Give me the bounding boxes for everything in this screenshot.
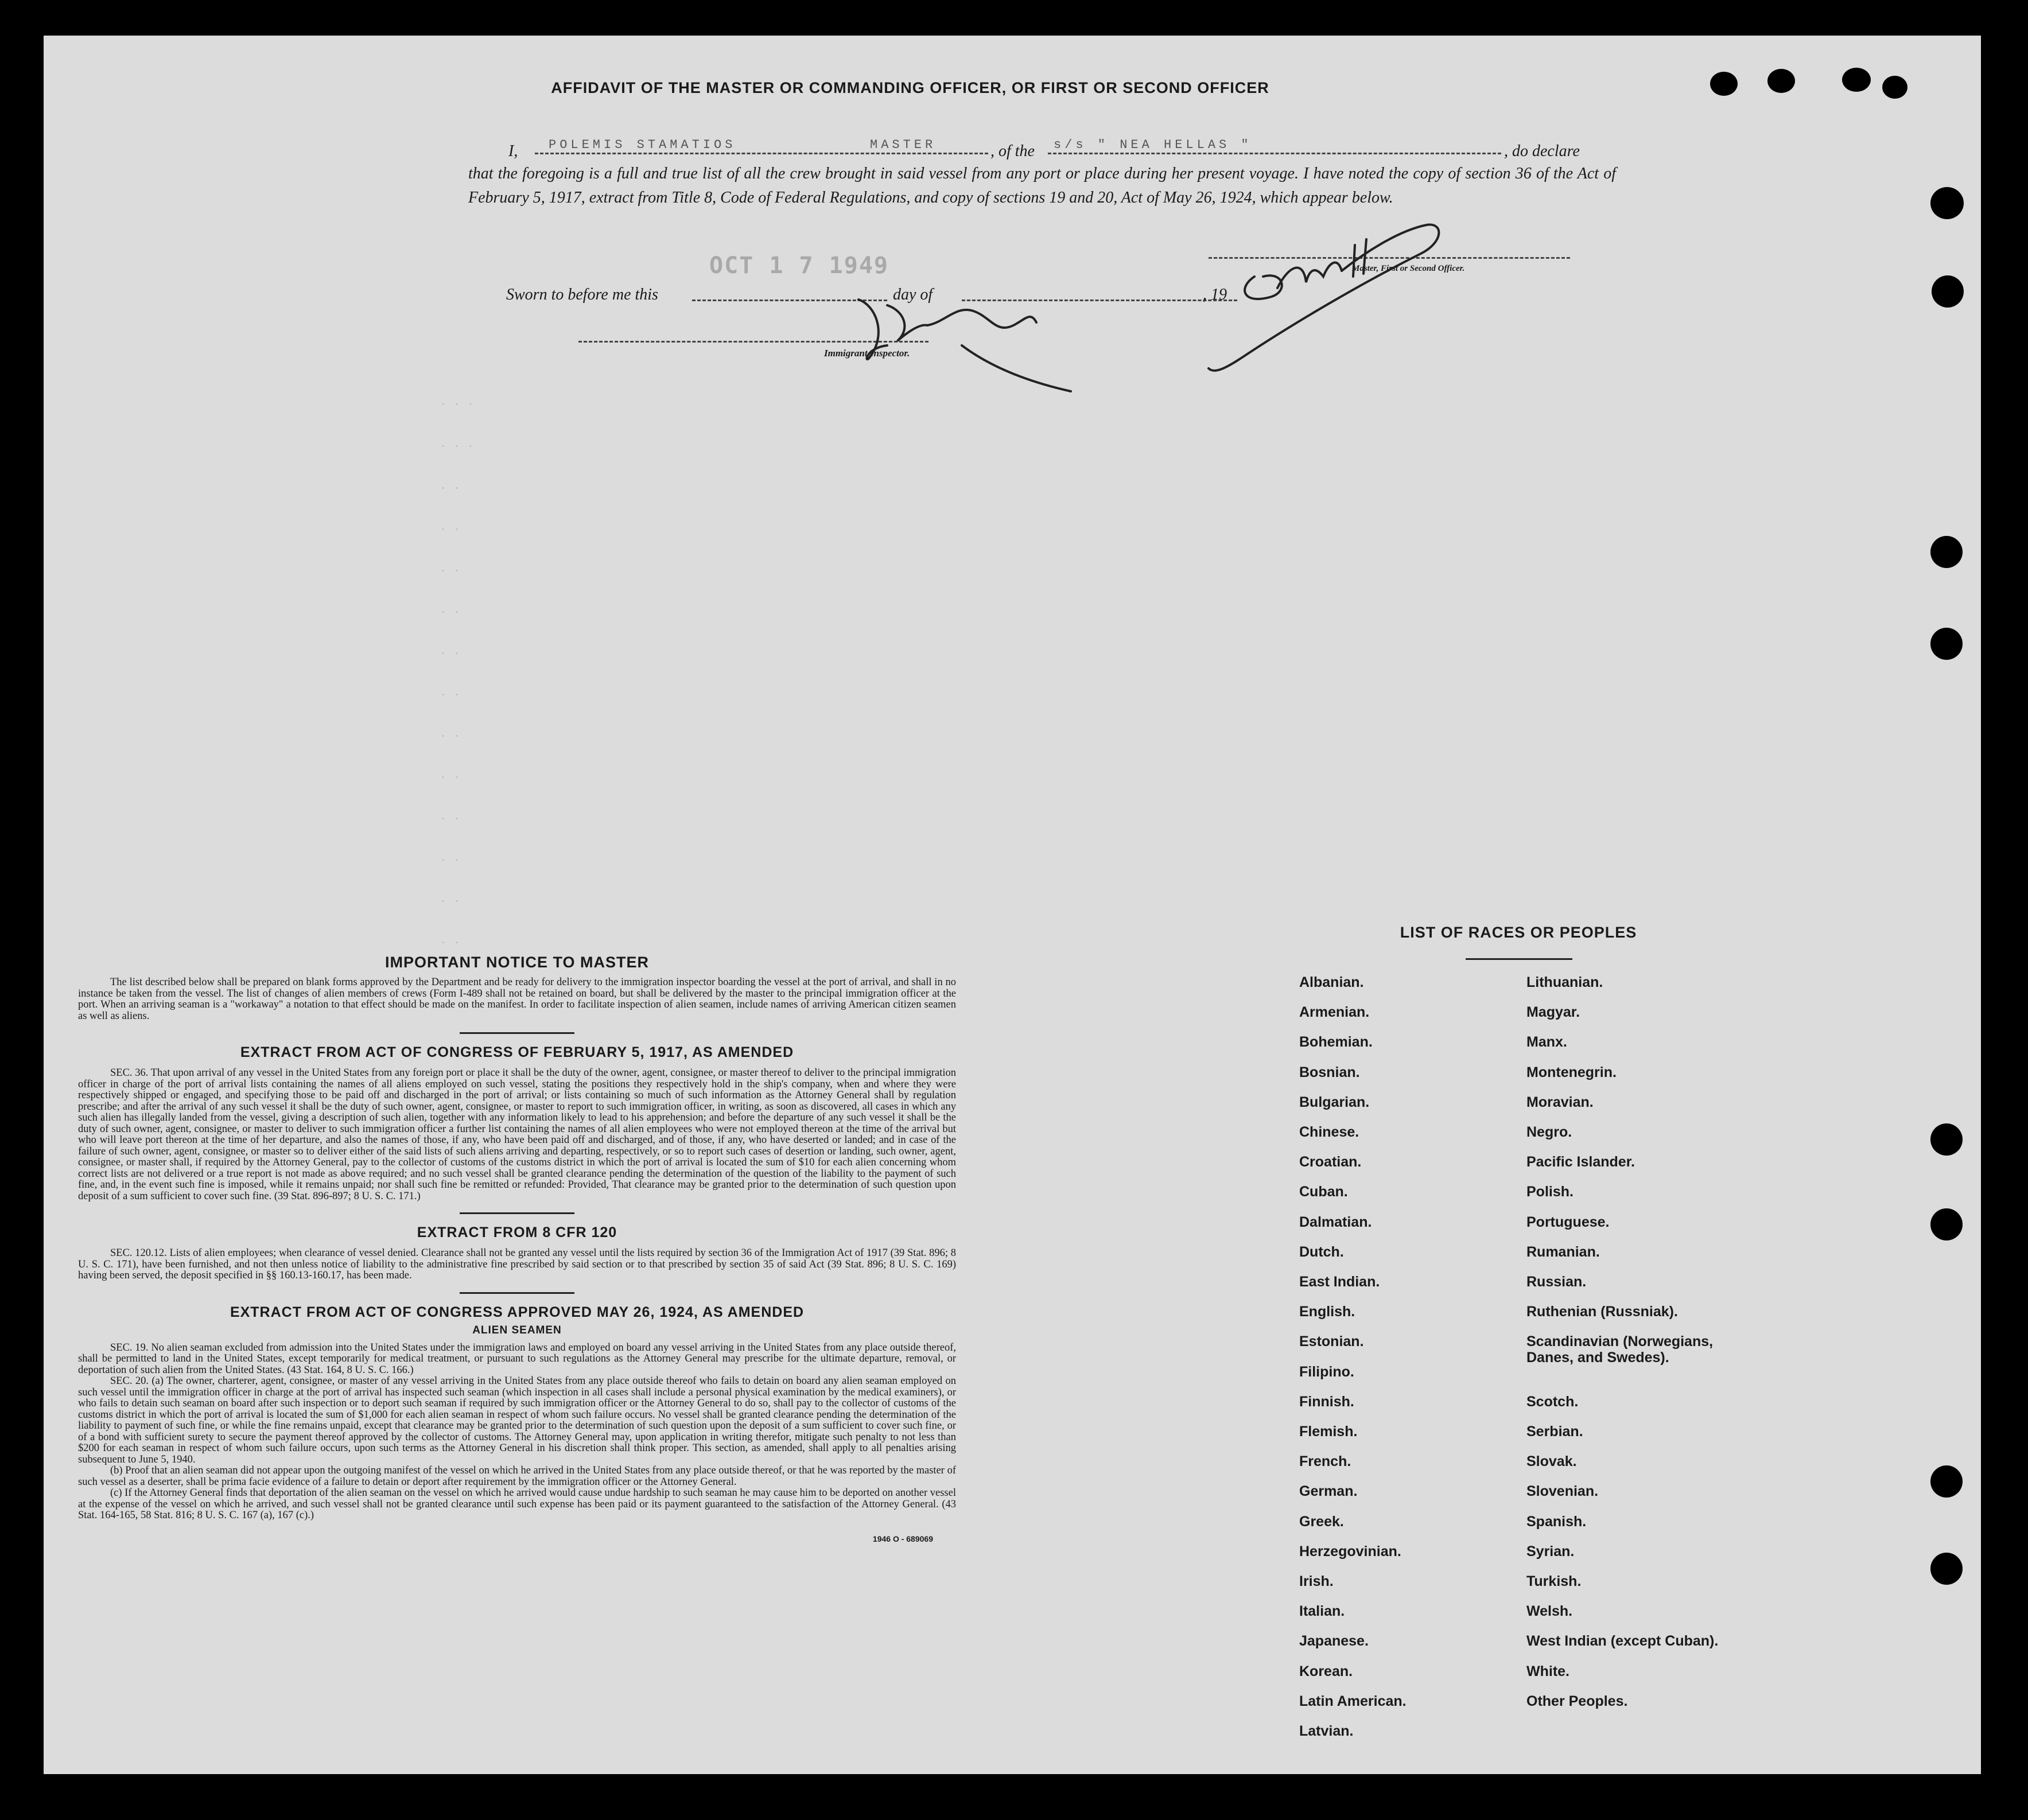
- extract-1917-title: EXTRACT FROM ACT OF CONGRESS OF FEBRUARY 5, 1917, AS AMENDED: [240, 1044, 794, 1060]
- race-item: Spanish.: [1526, 1513, 1587, 1530]
- bleed-through-mark: · ·: [440, 895, 461, 908]
- race-item: Montenegrin.: [1526, 1064, 1617, 1080]
- race-item: English.: [1299, 1304, 1355, 1320]
- punch-hole: [1930, 1553, 1963, 1585]
- inspector-caption: Immigrant Inspector.: [824, 348, 910, 359]
- divider: [460, 1292, 574, 1294]
- race-item: Lithuanian.: [1526, 974, 1603, 990]
- race-item: Latin American.: [1299, 1693, 1407, 1709]
- race-item: Albanian.: [1299, 974, 1364, 990]
- typed-master-name: POLEMIS STAMATIOS: [549, 138, 736, 152]
- race-item: Chinese.: [1299, 1124, 1359, 1140]
- bleed-through-mark: · ·: [440, 689, 461, 702]
- race-item: West Indian (except Cuban).: [1526, 1633, 1719, 1650]
- bleed-through-mark: · ·: [440, 523, 461, 536]
- extract-1924-sec20c: (c) If the Attorney General finds that deportation of the alien seaman on the vessel on which he arrived would cause undue hardship to such seaman he may cause him to be deported on another vessel at the expense of the vessel on which he arrived, and such vessel shall not be granted clearance until such expense has been paid or its payment guaranteed to the satisfaction of the Attorney General. (43 Stat. 164-165, 58 Stat. 816; 8 U. S. C. 167 (a), 167 (c).): [78, 1487, 956, 1521]
- punch-hole: [1930, 1465, 1963, 1498]
- race-item: Pacific Islander.: [1526, 1154, 1635, 1170]
- race-item: Irish.: [1299, 1573, 1334, 1589]
- extract-1924-sec20a: SEC. 20. (a) The owner, charterer, agent, consignee, or master of any vessel arriving in the United States from any place outside thereof who fails to detain on board any alien seaman employed on such vessel until the immigration officer in charge at the port of arrival has inspected such seaman (which inspection in all cases shall include a personal physical examination by the medical examiners), or who fails to detain such seaman on board after such inspection or to deport such seaman if required by such immigration officer or the Attorney General to do so, shall pay to the collector of customs of the customs district in which the port of arrival is located the sum of $1,000 for each alien seaman in respect of whom such failure occurs. No vessel shall be granted clearance pending the determination of the liability to payment of such fine, or while the fine remains unpaid, except that clearance may be granted prior to the determination of such question upon the deposit of a sum sufficient to cover such fine, or of a bond with sufficient surety to secure the payment thereof approved by the collector of customs. The Attorney General may, upon application in writing therefor, mitigate such penalty to not less than $200 for each seaman in respect of whom such failure occurs, upon such terms as the Attorney General in his discretion shall think proper. This section, as amended, shall apply to all penalties arising subsequent to June 5, 1940.: [78, 1375, 956, 1465]
- bleed-through-mark: · ·: [440, 647, 461, 660]
- race-item: Welsh.: [1526, 1603, 1573, 1620]
- race-item: Rumanian.: [1526, 1243, 1600, 1260]
- race-item: Scandinavian (Norwegians, Danes, and Swedes).: [1526, 1333, 1714, 1366]
- divider: [460, 1032, 574, 1034]
- race-item: Syrian.: [1526, 1543, 1575, 1560]
- bleed-through-mark: · · ·: [440, 398, 475, 411]
- bleed-through-mark: · ·: [440, 936, 461, 950]
- punch-hole: [1842, 68, 1871, 92]
- punch-hole: [1932, 275, 1964, 308]
- bleed-through-mark: · ·: [440, 854, 461, 867]
- master-caption: Master, First or Second Officer.: [1352, 264, 1465, 273]
- race-item: Armenian.: [1299, 1004, 1370, 1021]
- year-label: , 19: [1203, 286, 1227, 304]
- punch-hole: [1930, 628, 1963, 660]
- do-declare-label: , do declare: [1504, 142, 1580, 160]
- races-title-rule: [1466, 958, 1572, 960]
- punch-hole: [1930, 1208, 1963, 1240]
- race-item: Dutch.: [1299, 1243, 1344, 1260]
- race-item: Latvian.: [1299, 1723, 1354, 1739]
- race-item: Ruthenian (Russniak).: [1526, 1304, 1678, 1320]
- extract-1924-sec20b: (b) Proof that an alien seaman did not appear upon the outgoing manifest of the vessel on which he arrived in the United States from any place outside thereof, or that he was reported by the master of such vessel as a deserter, shall be prima facie evidence of a failure to detain or deport after requirement by the immigration officer or the Attorney General.: [78, 1465, 956, 1488]
- punch-hole: [1767, 69, 1795, 93]
- bleed-through-mark: · ·: [440, 565, 461, 578]
- race-item: Croatian.: [1299, 1154, 1362, 1170]
- race-item: Dalmatian.: [1299, 1214, 1372, 1230]
- bleed-through-mark: · ·: [440, 771, 461, 784]
- race-item: White.: [1526, 1663, 1569, 1679]
- race-item: Portuguese.: [1526, 1214, 1610, 1230]
- notice-title: IMPORTANT NOTICE TO MASTER: [385, 954, 649, 971]
- extract-cfr-body: SEC. 120.12. Lists of alien employees; when clearance of vessel denied. Clearance shall not be granted any vessel until the lists required by section 36 of the Immigration Act of 1917 (39 Stat. 896; 8 U. S. C. 171), have been furnished, and not then unless notice of liability to the administrative fine prescribed by said section or to that prescribed by section 35 of said Act (39 Stat. 896; 8 U. S. C. 169) having been served, the deposit specified in §§ 160.13-160.17, has been made.: [78, 1247, 956, 1281]
- race-item: Manx.: [1526, 1034, 1567, 1051]
- sworn-label: Sworn to before me this: [506, 286, 658, 304]
- race-item: Bohemian.: [1299, 1034, 1373, 1051]
- race-item: Magyar.: [1526, 1004, 1580, 1021]
- extract-cfr-title: EXTRACT FROM 8 CFR 120: [417, 1224, 617, 1240]
- race-item: Polish.: [1526, 1184, 1574, 1200]
- manifest-page: [44, 36, 1981, 1774]
- race-item: Russian.: [1526, 1274, 1587, 1290]
- bleed-through-mark: · · ·: [440, 440, 475, 453]
- race-item: Filipino.: [1299, 1363, 1354, 1380]
- race-item: Other Peoples.: [1526, 1693, 1628, 1709]
- punch-hole: [1930, 536, 1963, 568]
- extract-1924-sec19: SEC. 19. No alien seaman excluded from admission into the United States under the immigration laws and employed on board any vessel arriving in the United States from any place outside thereof, shall be permitted to land in the United States, except temporarily for medical treatment, or pursuant to such regulations as the Attorney General may prescribe for the ultimate departure, removal, or deportation of such alien from the United States. (43 Stat. 164, 8 U. S. C. 166.): [78, 1341, 956, 1376]
- master-signature: [1209, 225, 1439, 371]
- race-item: Bulgarian.: [1299, 1094, 1370, 1110]
- race-item: Cuban.: [1299, 1184, 1348, 1200]
- received-date-stamp: OCT 1 7 1949: [709, 252, 889, 279]
- affidavit-title: AFFIDAVIT OF THE MASTER OR COMMANDING OFFICER, OR FIRST OR SECOND OFFICER: [551, 79, 1269, 96]
- inspector-signature: [858, 300, 1071, 391]
- race-item: Turkish.: [1526, 1573, 1582, 1589]
- legal-notices-column: [78, 954, 956, 1543]
- punch-hole: [1710, 72, 1738, 96]
- typed-master-rank: MASTER: [870, 138, 937, 152]
- bleed-through-mark: · ·: [440, 482, 461, 495]
- punch-hole: [1882, 76, 1907, 99]
- race-item: Serbian.: [1526, 1424, 1583, 1440]
- punch-hole: [1930, 1123, 1963, 1156]
- extract-1924-title: EXTRACT FROM ACT OF CONGRESS APPROVED MAY 26, 1924, AS AMENDED: [230, 1304, 805, 1320]
- race-item: German.: [1299, 1483, 1358, 1500]
- day-of-label: day of: [893, 286, 933, 304]
- race-item: Herzegovinian.: [1299, 1543, 1401, 1560]
- race-item: Greek.: [1299, 1513, 1344, 1530]
- race-item: Estonian.: [1299, 1333, 1364, 1350]
- race-item: Scotch.: [1526, 1393, 1579, 1410]
- race-item: Moravian.: [1526, 1094, 1594, 1110]
- race-item: Negro.: [1526, 1124, 1572, 1140]
- typed-vessel-name: s/s " NEA HELLAS ": [1054, 138, 1252, 152]
- race-item: Slovenian.: [1526, 1483, 1599, 1500]
- of-the-label: , of the: [990, 142, 1035, 160]
- affidavit-i-word: I,: [508, 142, 518, 160]
- race-item: Korean.: [1299, 1663, 1353, 1679]
- race-item: Bosnian.: [1299, 1064, 1360, 1080]
- divider: [460, 1212, 574, 1214]
- affidavit-body: that the foregoing is a full and true list of all the crew brought in said vessel from any port or place during her present voyage. I have noted the copy of section 36 of the Act of February 5, 1917, extract from Title 8, Code of Federal Regulations, and copy of sections 19 and 20, Act of May 26, 1924, which appear below.: [468, 165, 1616, 207]
- races-title: LIST OF RACES OR PEOPLES: [1400, 924, 1637, 941]
- race-item: Italian.: [1299, 1603, 1345, 1620]
- punch-hole: [1930, 187, 1964, 219]
- bleed-through-mark: · ·: [440, 606, 461, 619]
- race-item: French.: [1299, 1453, 1351, 1470]
- race-item: Japanese.: [1299, 1633, 1369, 1650]
- extract-1924-subtitle: ALIEN SEAMEN: [472, 1324, 562, 1336]
- race-item: Finnish.: [1299, 1393, 1354, 1410]
- print-code: 1946 O - 689069: [872, 1534, 933, 1543]
- handwritten-signatures: [44, 36, 1981, 437]
- race-item: Slovak.: [1526, 1453, 1577, 1470]
- notice-body: The list described below shall be prepared on blank forms approved by the Department and be ready for delivery to the immigration inspector boarding the vessel at the port of arrival, and shall in no instance be taken from the vessel. The list of changes of alien members of crews (Form I-489 shall not be retained on board, but shall be delivered by the master to the principal immigration officer at the port. When an arriving seaman is a "workaway" a notation to that effect should be made on the manifest. In order to facilitate inspection of alien seamen, include names of arriving American citizen seamen as well as aliens.: [78, 977, 956, 1022]
- bleed-through-mark: · ·: [440, 812, 461, 826]
- race-item: Flemish.: [1299, 1424, 1358, 1440]
- extract-1917-body: SEC. 36. That upon arrival of any vessel in the United States from any foreign port or place it shall be the duty of the owner, agent, consignee, or master thereof to deliver to the principal immigration officer in charge of the port of arrival lists containing the names of all aliens employed on such vessel, stating the positions they respectively hold in the ship's company, when and where they were respectively shipped or engaged, and specifying those to be paid off and discharged in the port of arrival; or lists containing so much of such information as the Attorney General shall by regulation prescribe; and after the arrival of any such vessel it shall be the duty of such owner, agent, consignee, or master to report to such immigration officer, in writing, as soon as discovered, all cases in which any such alien has illegally landed from the vessel, giving a description of such alien, together with any information likely to lead to his apprehension; and before the departure of any such vessel it shall be the duty of such owner, agent, consignee, or master to deliver to such immigration officer a further list containing the names of all alien employees who were not employed thereon at the time of the arrival but who will leave port thereon at the time of her departure, and also the names of those, if any, who have been paid off and discharged, and of those, if any, who have deserted or landed; and in case of the failure of such owner, agent, consignee, or master so to deliver either of the said lists of such aliens arriving and departing, respectively, or so to report such cases of desertion or landing, such owner, agent, consignee, or master shall, if required by the Attorney General, pay to the collector of customs of the customs district in which the port of arrival is located the sum of $10 for each alien concerning whom correct lists are not delivered or a true report is not made as above required; and no such vessel shall be granted clearance pending the determination of the question of the liability to the payment of such fine, and, in the event such fine is imposed, while it remains unpaid; nor shall such fine be remitted or refunded: Provided, That clearance may be granted prior to the determination of such question upon deposit of a sum sufficient to cover such fine. (39 Stat. 896-897; 8 U. S. C. 171.): [78, 1067, 956, 1202]
- bleed-through-mark: · ·: [440, 730, 461, 743]
- race-item: East Indian.: [1299, 1274, 1380, 1290]
